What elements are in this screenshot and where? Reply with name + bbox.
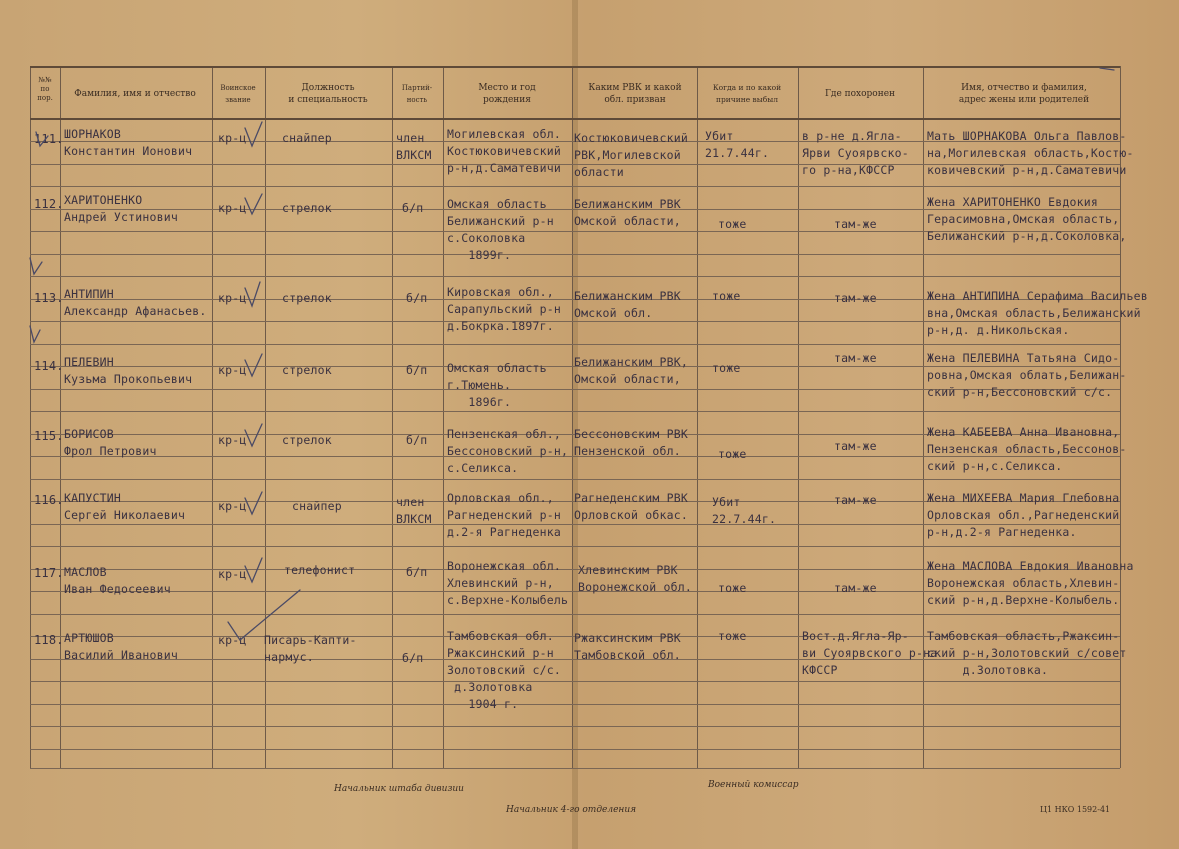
grid-row-line bbox=[30, 768, 1120, 769]
row-name: ХАРИТОНЕНКО Андрей Устинович bbox=[64, 193, 178, 224]
grid-column-line bbox=[30, 66, 31, 768]
row-party: б/п bbox=[406, 433, 428, 447]
header-birth: Место и год рождения bbox=[478, 83, 536, 105]
row-when: тоже bbox=[718, 581, 747, 595]
row-birth: Орловская обл., Рагнеденский р-н д.2-я Рагнеденка bbox=[447, 491, 561, 539]
row-number: 116. bbox=[34, 493, 64, 507]
row-rvk: Белижанским РВК, Омской области, bbox=[574, 355, 688, 386]
grid-column-line bbox=[60, 66, 61, 768]
row-name: КАПУСТИН Сергей Николаевич bbox=[64, 491, 186, 522]
row-buried: там-же bbox=[834, 351, 877, 365]
row-when: Убит 22.7.44г. bbox=[712, 495, 777, 526]
row-when: тоже bbox=[718, 217, 747, 231]
row-relatives: Жена МАСЛОВА Евдокия Ивановна Воронежская область,Хлевин- ский р-н,д.Верхне-Колыбель. bbox=[927, 559, 1134, 607]
grid-row-line bbox=[30, 681, 1120, 682]
row-name: АРТЮШОВ Василий Иванович bbox=[64, 631, 178, 662]
row-buried: в р-не д.Ягла- Ярви Суоярвско- го р-на,КФССР bbox=[802, 129, 909, 177]
row-when: тоже bbox=[712, 361, 741, 375]
footer-commissar: Военный комиссар bbox=[708, 780, 799, 790]
row-number: 111. bbox=[34, 132, 64, 146]
row-birth: Пензенская обл., Бессоновский р-н, с.Селикса. bbox=[447, 427, 569, 475]
row-relatives: Жена МИХЕЕВА Мария Глебовна Орловская обл.,Рагнеденский р-н,д.2-я Рагнеденка. bbox=[927, 491, 1120, 539]
grid-row-line bbox=[30, 186, 1120, 187]
row-rvk: Костюковичевский РВК,Могилевской области bbox=[574, 131, 688, 179]
row-buried: Вост.д.Ягла-Яр- ви Суоярвского р-на КФССР bbox=[802, 629, 938, 677]
grid-row-line bbox=[30, 411, 1120, 412]
footer-form-code: Ц1 НКО 1592-41 bbox=[1040, 805, 1111, 814]
grid-column-line bbox=[443, 66, 444, 768]
grid-column-line bbox=[798, 66, 799, 768]
header-num: №№ по пор. bbox=[37, 76, 53, 102]
row-rank: кр-ц bbox=[218, 291, 247, 305]
row-rank: кр-ц bbox=[218, 567, 247, 581]
grid-column-line bbox=[572, 66, 573, 768]
row-number: 113. bbox=[34, 291, 64, 305]
grid-row-line bbox=[30, 118, 1120, 120]
footer-chief-of-staff: Начальник штаба дивизии bbox=[334, 784, 464, 794]
row-number: 114. bbox=[34, 359, 64, 373]
row-name: АНТИПИН Александр Афанасьев. bbox=[64, 287, 207, 318]
row-rvk: Ржаксинским РВК Тамбовской обл. bbox=[574, 631, 681, 662]
row-buried: там-же bbox=[834, 493, 877, 507]
row-party: б/п bbox=[402, 651, 424, 665]
row-number: 118. bbox=[34, 633, 64, 647]
row-position: стрелок bbox=[282, 433, 332, 447]
row-party: б/п bbox=[406, 565, 428, 579]
header-rvk: Каким РВК и какой обл. призван bbox=[588, 83, 682, 105]
row-relatives: Жена КАБЕЕВА Анна Ивановна, Пензенская область,Бессонов- ский р-н,с.Селикса. bbox=[927, 425, 1127, 473]
grid-column-line bbox=[392, 66, 393, 768]
row-buried: там-же bbox=[834, 439, 877, 453]
row-position: снайпер bbox=[292, 499, 342, 513]
row-number: 112. bbox=[34, 197, 64, 211]
row-relatives: Жена АНТИПИНА Серафима Васильев вна,Омская область,Белижанский р-н,д. д.Никольская. bbox=[927, 289, 1148, 337]
row-rvk: Белижанским РВК Омской области, bbox=[574, 197, 681, 228]
row-birth: Воронежская обл. Хлевинский р-н, с.Верхне-Колыбель bbox=[447, 559, 569, 607]
row-birth: Омская область Белижанский р-н с.Соколовка 1899г. bbox=[447, 197, 554, 262]
header-when: Когда и по какой причине выбыл bbox=[712, 83, 782, 104]
row-number: 115. bbox=[34, 429, 64, 443]
row-buried: там-же bbox=[834, 581, 877, 595]
grid-row-line bbox=[30, 614, 1120, 615]
row-relatives: Жена ПЕЛЕВИНА Татьяна Сидо- ровна,Омская облать,Белижан- ский р-н,Бессоновский с/с. bbox=[927, 351, 1127, 399]
row-birth: Тамбовская обл. Ржаксинский р-н Золотовский с/с. д.Золотовка 1904 г. bbox=[447, 629, 561, 711]
row-relatives: Жена ХАРИТОНЕНКО Евдокия Герасимовна,Омская область, Белижанский р-н,д.Соколовка, bbox=[927, 195, 1127, 243]
row-rvk: Бессоновским РВК Пензенской обл. bbox=[574, 427, 688, 458]
row-rvk: Белижанским РВК Омской обл. bbox=[574, 289, 681, 320]
grid-row-line bbox=[30, 344, 1120, 345]
row-rvk: Хлевинским РВК Воронежской обл. bbox=[578, 563, 692, 594]
grid-column-line bbox=[212, 66, 213, 768]
header-party: Партий- ность bbox=[401, 84, 433, 104]
row-relatives: Мать ШОРНАКОВА Ольга Павлов- на,Могилевская область,Костю- ковичевский р-н,д.Саматевичи bbox=[927, 129, 1134, 177]
header-rank: Воинское звание bbox=[220, 84, 256, 104]
row-party: член ВЛКСМ bbox=[396, 131, 432, 162]
row-rank: кр-ц bbox=[218, 633, 247, 647]
row-party: б/п bbox=[402, 201, 424, 215]
row-position: снайпер bbox=[282, 131, 332, 145]
row-number: 117. bbox=[34, 566, 64, 580]
grid-row-line bbox=[30, 546, 1120, 547]
grid-row-line bbox=[30, 479, 1120, 480]
grid-row-line bbox=[30, 66, 1120, 68]
row-rank: кр-ц bbox=[218, 201, 247, 215]
row-when: тоже bbox=[712, 289, 741, 303]
grid-row-line bbox=[30, 276, 1120, 277]
row-rank: кр-ц bbox=[218, 433, 247, 447]
row-birth: Могилевская обл. Костюковичевский р-н,д.Саматевичи bbox=[447, 127, 561, 175]
row-buried: там-же bbox=[834, 217, 877, 231]
header-name: Фамилия, имя и отчество bbox=[74, 89, 196, 99]
grid-column-line bbox=[697, 66, 698, 768]
row-when: тоже bbox=[718, 629, 747, 643]
row-relatives: Тамбовская область,Ржаксин- ский р-н,Золотовский с/совет д.Золотовка. bbox=[927, 629, 1127, 677]
grid-row-line bbox=[30, 749, 1120, 750]
row-name: ШОРНАКОВ Константин Ионович bbox=[64, 127, 193, 158]
row-rank: кр-ц bbox=[218, 499, 247, 513]
row-position: стрелок bbox=[282, 291, 332, 305]
row-rvk: Рагнеденским РВК Орловской обкас. bbox=[574, 491, 688, 522]
row-rank: кр-ц bbox=[218, 131, 247, 145]
grid-row-line bbox=[30, 254, 1120, 255]
row-when: Убит 21.7.44г. bbox=[705, 129, 770, 160]
row-when: тоже bbox=[718, 447, 747, 461]
row-name: ПЕЛЕВИН Кузьма Прокопьевич bbox=[64, 355, 193, 386]
row-party: член ВЛКСМ bbox=[396, 495, 432, 526]
footer-dept-head: Начальник 4-го отделения bbox=[506, 805, 637, 815]
row-position: стрелок bbox=[282, 363, 332, 377]
header-relatives: Имя, отчество и фамилия, адрес жены или родителей bbox=[958, 83, 1090, 105]
grid-row-line bbox=[30, 704, 1120, 705]
row-name: МАСЛОВ Иван Федосеевич bbox=[64, 565, 171, 596]
row-buried: там-же bbox=[834, 291, 877, 305]
row-position: стрелок bbox=[282, 201, 332, 215]
row-position: телефонист bbox=[284, 563, 356, 577]
row-party: б/п bbox=[406, 363, 428, 377]
row-name: БОРИСОВ Фрол Петрович bbox=[64, 427, 157, 458]
row-position: Писарь-Капти- нармус. bbox=[264, 633, 357, 664]
row-birth: Кировская обл., Сарапульский р-н д.Бокрка.1897г. bbox=[447, 285, 561, 333]
header-position: Должность и специальность bbox=[288, 83, 368, 105]
row-birth: Омская область г.Тюмень. 1896г. bbox=[447, 361, 547, 409]
row-party: б/п bbox=[406, 291, 428, 305]
grid-row-line bbox=[30, 726, 1120, 727]
header-buried: Где похоронен bbox=[824, 89, 896, 99]
row-rank: кр-ц bbox=[218, 363, 247, 377]
